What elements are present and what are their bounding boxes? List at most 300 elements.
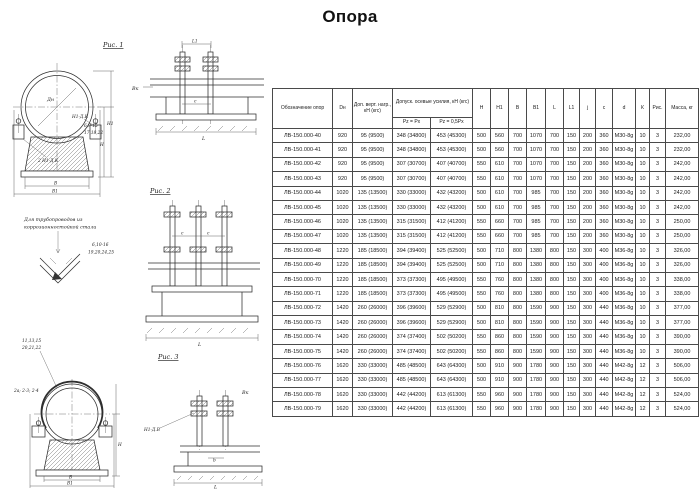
table-cell: 550 — [473, 272, 491, 286]
table-cell: М30-8g — [613, 157, 636, 171]
table-cell: 407 (40700) — [431, 157, 473, 171]
table-cell: 900 — [546, 316, 564, 330]
table-cell: 1380 — [527, 287, 546, 301]
table-cell: 348 (34800) — [393, 143, 431, 157]
table-cell: ЛВ-150.000-47 — [273, 229, 333, 243]
table-cell: 300 — [580, 344, 596, 358]
table-cell: 453 (45300) — [431, 143, 473, 157]
table-cell: 150 — [564, 344, 580, 358]
table-cell: 700 — [509, 157, 527, 171]
table-cell: 3 — [650, 244, 666, 258]
table-cell: 432 (43200) — [431, 186, 473, 200]
table-cell: 307 (30700) — [393, 157, 431, 171]
table-cell: 442 (44200) — [393, 388, 431, 402]
l1-dim-label: L1 — [192, 39, 198, 45]
b-dim-label: В — [54, 181, 58, 187]
table-row — [273, 330, 699, 344]
table-cell: 3 — [650, 272, 666, 286]
table-cell: 920 — [333, 172, 353, 186]
table-cell: 1020 — [333, 200, 353, 214]
table-cell: 3 — [650, 402, 666, 416]
table-row — [273, 186, 699, 200]
table-cell: 500 — [473, 301, 491, 315]
table-cell: 360 — [596, 215, 613, 229]
table-cell: 1420 — [333, 330, 353, 344]
h-dim-label-fig3: Н — [118, 443, 122, 448]
table-cell: 300 — [580, 402, 596, 416]
table-cell: 200 — [580, 200, 596, 214]
table-cell: 506,00 — [666, 373, 699, 387]
col-header-l1: L1 — [564, 89, 580, 129]
table-cell: ЛВ-150.000-49 — [273, 258, 333, 272]
table-cell: ЛВ-150.000-43 — [273, 172, 333, 186]
table-cell: 10 — [636, 229, 650, 243]
page-title: Опора — [322, 7, 378, 26]
table-cell: 360 — [596, 129, 613, 143]
col-header-pz-eq-px: Рz = Рх — [393, 118, 431, 129]
table-cell: 700 — [546, 215, 564, 229]
table-cell: 500 — [473, 143, 491, 157]
table-cell: 135 (13500) — [353, 229, 393, 243]
table-cell: ЛВ-150.000-45 — [273, 200, 333, 214]
table-cell: М30-8g — [613, 129, 636, 143]
table-row — [273, 157, 699, 171]
table-cell: 330 (33000) — [393, 186, 431, 200]
table-cell: ЛВ-150.000-75 — [273, 344, 333, 358]
view-mark-bk-2: Вк — [242, 391, 249, 396]
table-cell: 502 (50200) — [431, 344, 473, 358]
figure3-label: Рис. 3 — [158, 353, 179, 361]
table-cell: 800 — [509, 344, 527, 358]
table-cell: 560 — [491, 143, 509, 157]
table-cell: 500 — [473, 200, 491, 214]
table-cell: 3 — [650, 229, 666, 243]
table-cell: 300 — [580, 330, 596, 344]
table-cell: 3 — [650, 301, 666, 315]
table-cell: 643 (64300) — [431, 373, 473, 387]
table-cell: 10 — [636, 330, 650, 344]
figure1-front-view — [13, 41, 123, 197]
table-cell: 453 (45300) — [431, 129, 473, 143]
table-cell: 1780 — [527, 388, 546, 402]
figure3-side-detail — [143, 390, 262, 489]
table-row — [273, 344, 699, 358]
table-cell: 900 — [509, 359, 527, 373]
table-cell: 10 — [636, 200, 650, 214]
table-cell: 900 — [546, 301, 564, 315]
table-cell: 1620 — [333, 402, 353, 416]
table-cell: 700 — [546, 172, 564, 186]
table-row — [273, 229, 699, 243]
table-cell: 700 — [546, 129, 564, 143]
table-cell: 800 — [509, 301, 527, 315]
table-cell: 440 — [596, 359, 613, 373]
table-cell: 3 — [650, 330, 666, 344]
table-cell: 440 — [596, 388, 613, 402]
table-cell: 10 — [636, 258, 650, 272]
table-cell: 330 (33000) — [353, 359, 393, 373]
table-cell: 3 — [650, 172, 666, 186]
col-header-designation: Обозначение опор — [273, 89, 333, 129]
table-cell: ЛВ-150.000-42 — [273, 157, 333, 171]
table-cell: 3 — [650, 186, 666, 200]
table-cell: 1070 — [527, 172, 546, 186]
table-cell: 3 — [650, 215, 666, 229]
table-cell: 150 — [564, 143, 580, 157]
table-cell: 529 (52900) — [431, 301, 473, 315]
col-header-k: К — [636, 89, 650, 129]
table-cell: 185 (18500) — [353, 244, 393, 258]
table-cell: 396 (39600) — [393, 316, 431, 330]
table-cell: М30-8g — [613, 215, 636, 229]
table-cell: 800 — [546, 258, 564, 272]
table-cell: 800 — [546, 287, 564, 301]
table-cell: М30-8g — [613, 229, 636, 243]
table-cell: 250,00 — [666, 215, 699, 229]
table-row — [273, 215, 699, 229]
table-cell: 700 — [509, 229, 527, 243]
table-cell: 700 — [509, 143, 527, 157]
col-header-l: L — [546, 89, 564, 129]
table-cell: 242,00 — [666, 172, 699, 186]
thread-note-2: 2 Н1-Д.К — [38, 159, 59, 164]
table-cell: 660 — [491, 229, 509, 243]
table-cell: 900 — [509, 373, 527, 387]
table-cell: 560 — [491, 129, 509, 143]
table-cell: 900 — [546, 344, 564, 358]
col-header-vert-load: Доп. верт. нагр., кН (кгс) — [353, 89, 393, 129]
table-cell: 1220 — [333, 258, 353, 272]
col-header-h: Н — [473, 89, 491, 129]
table-row — [273, 402, 699, 416]
table-cell: 373 (37300) — [393, 272, 431, 286]
table-cell: 407 (40700) — [431, 172, 473, 186]
table-cell: М30-8g — [613, 172, 636, 186]
spec-table-body — [273, 129, 699, 417]
table-cell: 800 — [546, 272, 564, 286]
col-header-dn: Dн — [333, 89, 353, 129]
table-cell: 550 — [473, 330, 491, 344]
table-cell: М36-8g — [613, 301, 636, 315]
table-cell: 810 — [491, 301, 509, 315]
table-cell: 500 — [473, 186, 491, 200]
table-cell: 10 — [636, 316, 650, 330]
table-cell: 150 — [564, 316, 580, 330]
table-cell: 400 — [596, 272, 613, 286]
table-cell: 860 — [491, 330, 509, 344]
table-cell: 643 (64300) — [431, 359, 473, 373]
table-cell: 700 — [509, 186, 527, 200]
table-cell: 150 — [564, 258, 580, 272]
table-cell: М36-8g — [613, 316, 636, 330]
table-cell: 360 — [596, 229, 613, 243]
table-cell: 610 — [491, 172, 509, 186]
table-row — [273, 244, 699, 258]
table-cell: 1590 — [527, 301, 546, 315]
table-cell: 525 (52500) — [431, 258, 473, 272]
table-cell: 900 — [509, 388, 527, 402]
table-cell: ЛВ-150.000-41 — [273, 143, 333, 157]
table-cell: М36-8g — [613, 272, 636, 286]
table-cell: 326,00 — [666, 244, 699, 258]
table-cell: 95 (9500) — [353, 143, 393, 157]
material-note — [23, 216, 114, 283]
table-cell: 500 — [473, 316, 491, 330]
table-cell: 550 — [473, 215, 491, 229]
table-cell: 3 — [650, 373, 666, 387]
table-cell: 95 (9500) — [353, 129, 393, 143]
table-cell: М42-8g — [613, 359, 636, 373]
table-cell: 1590 — [527, 344, 546, 358]
table-cell: 710 — [491, 258, 509, 272]
table-cell: 700 — [509, 200, 527, 214]
table-cell: 500 — [473, 129, 491, 143]
table-cell: ЛВ-150.000-46 — [273, 215, 333, 229]
material-note-line1: Для трубопроводов из — [24, 218, 83, 223]
table-cell: 3 — [650, 200, 666, 214]
table-cell: 524,00 — [666, 402, 699, 416]
table-cell: 613 (61300) — [431, 402, 473, 416]
table-cell: 10 — [636, 186, 650, 200]
table-cell: 1420 — [333, 301, 353, 315]
table-cell: 700 — [546, 157, 564, 171]
table-cell: М36-8g — [613, 258, 636, 272]
table-cell: 307 (30700) — [393, 172, 431, 186]
b1-dim-label-fig3: В1 — [67, 481, 73, 487]
table-cell: 1590 — [527, 330, 546, 344]
table-cell: 330 (33000) — [353, 373, 393, 387]
col-header-b1: В1 — [527, 89, 546, 129]
table-cell: 360 — [596, 157, 613, 171]
table-cell: 700 — [509, 129, 527, 143]
table-cell: 960 — [491, 388, 509, 402]
col-header-j: j — [580, 89, 596, 129]
figure2-label: Рис. 2 — [150, 187, 171, 195]
table-cell: 300 — [580, 301, 596, 315]
table-cell: 315 (31500) — [393, 229, 431, 243]
table-cell: 800 — [546, 244, 564, 258]
table-cell: 330 (33000) — [393, 200, 431, 214]
table-cell: 150 — [564, 157, 580, 171]
table-cell: 440 — [596, 402, 613, 416]
table-cell: 300 — [580, 359, 596, 373]
table-cell: 700 — [546, 229, 564, 243]
table-cell: 10 — [636, 157, 650, 171]
table-cell: 360 — [596, 186, 613, 200]
table-cell: 440 — [596, 330, 613, 344]
material-note-line2: коррозионностойкой стали — [24, 225, 97, 231]
table-cell: 135 (13500) — [353, 215, 393, 229]
table-cell: 150 — [564, 200, 580, 214]
col-header-axial-forces: Допуск. осевые усилия, кН (кгс) — [393, 89, 473, 118]
table-cell: 550 — [473, 388, 491, 402]
table-cell: 242,00 — [666, 200, 699, 214]
table-cell: 800 — [509, 258, 527, 272]
table-cell: 495 (49500) — [431, 287, 473, 301]
table-cell: М30-8g — [613, 143, 636, 157]
table-cell: 12 — [636, 373, 650, 387]
table-cell: 150 — [564, 402, 580, 416]
table-row — [273, 373, 699, 387]
table-cell: 1620 — [333, 359, 353, 373]
table-cell: 613 (61300) — [431, 388, 473, 402]
table-cell: 1070 — [527, 157, 546, 171]
table-cell: 920 — [333, 157, 353, 171]
items-note-2: 20,21,22 — [22, 346, 42, 351]
table-cell: 3 — [650, 143, 666, 157]
table-cell: 500 — [473, 373, 491, 387]
table-row — [273, 172, 699, 186]
table-cell: 200 — [580, 172, 596, 186]
table-cell: 150 — [564, 272, 580, 286]
table-cell: 550 — [473, 172, 491, 186]
material-fig-refs-1: 6,10-16 — [92, 243, 109, 248]
table-cell: 432 (43200) — [431, 200, 473, 214]
table-cell: 500 — [473, 244, 491, 258]
table-cell: 95 (9500) — [353, 172, 393, 186]
table-cell: 412 (41200) — [431, 215, 473, 229]
table-cell: 485 (48500) — [393, 373, 431, 387]
table-cell: 10 — [636, 244, 650, 258]
table-cell: 900 — [546, 388, 564, 402]
table-cell: 440 — [596, 373, 613, 387]
dn-dim-label: Дн — [47, 98, 55, 103]
table-cell: ЛВ-150.000-74 — [273, 330, 333, 344]
table-cell: 150 — [564, 215, 580, 229]
table-row — [273, 272, 699, 286]
table-cell: 1620 — [333, 388, 353, 402]
table-cell: 400 — [596, 244, 613, 258]
table-cell: 710 — [491, 244, 509, 258]
table-row — [273, 200, 699, 214]
table-cell: 3 — [650, 388, 666, 402]
table-cell: М36-8g — [613, 344, 636, 358]
table-cell: М42-8g — [613, 388, 636, 402]
table-cell: 700 — [546, 200, 564, 214]
table-cell: 525 (52500) — [431, 244, 473, 258]
figure1-label: Рис. 1 — [103, 41, 124, 49]
table-cell: 373 (37300) — [393, 287, 431, 301]
table-cell: 550 — [473, 157, 491, 171]
table-cell: 374 (37400) — [393, 330, 431, 344]
table-cell: 12 — [636, 402, 650, 416]
col-header-pz-eq-05px: Рz = 0,5Рх — [431, 118, 473, 129]
col-header-c: с — [596, 89, 613, 129]
material-fig-refs-2: 19,20,24,25 — [88, 250, 114, 256]
table-cell: 12 — [636, 388, 650, 402]
table-cell: М42-8g — [613, 373, 636, 387]
table-cell: 800 — [509, 272, 527, 286]
table-cell: 300 — [580, 258, 596, 272]
table-cell: 10 — [636, 129, 650, 143]
table-cell: 394 (39400) — [393, 244, 431, 258]
table-cell: 610 — [491, 200, 509, 214]
table-cell: 1380 — [527, 244, 546, 258]
table-cell: ЛВ-150.000-76 — [273, 359, 333, 373]
table-cell: ЛВ-150.000-70 — [273, 272, 333, 286]
table-cell: 374 (37400) — [393, 344, 431, 358]
table-cell: ЛВ-150.000-48 — [273, 244, 333, 258]
table-cell: 200 — [580, 143, 596, 157]
table-cell: 330 (33000) — [353, 402, 393, 416]
table-cell: 135 (13500) — [353, 186, 393, 200]
table-cell: М30-8g — [613, 200, 636, 214]
table-cell: 200 — [580, 229, 596, 243]
table-cell: 300 — [580, 373, 596, 387]
table-cell: 200 — [580, 129, 596, 143]
table-cell: 10 — [636, 272, 650, 286]
table-cell: 550 — [473, 287, 491, 301]
fig-refs-note-1: 6,9-15 — [84, 124, 98, 129]
table-cell: 3 — [650, 157, 666, 171]
figure1-side-view — [131, 40, 264, 143]
table-cell: 529 (52900) — [431, 316, 473, 330]
table-cell: 10 — [636, 172, 650, 186]
table-cell: 150 — [564, 330, 580, 344]
table-cell: 1420 — [333, 344, 353, 358]
table-cell: 985 — [527, 215, 546, 229]
items-note-1: 11,13,15 — [22, 339, 42, 344]
table-cell: 12 — [636, 359, 650, 373]
table-cell: 985 — [527, 200, 546, 214]
table-cell: 1070 — [527, 129, 546, 143]
table-cell: 440 — [596, 344, 613, 358]
table-cell: 1780 — [527, 373, 546, 387]
table-cell: 800 — [509, 244, 527, 258]
technical-drawing — [0, 28, 272, 489]
table-cell: 3 — [650, 258, 666, 272]
table-cell: 1620 — [333, 373, 353, 387]
table-cell: 150 — [564, 186, 580, 200]
table-cell: 260 (26000) — [353, 344, 393, 358]
table-cell: 412 (41200) — [431, 229, 473, 243]
table-cell: 326,00 — [666, 258, 699, 272]
table-cell: 348 (34800) — [393, 129, 431, 143]
table-cell: 910 — [491, 359, 509, 373]
figure2-assembly-view — [146, 187, 260, 348]
table-cell: 1380 — [527, 258, 546, 272]
table-cell: 1590 — [527, 316, 546, 330]
table-cell: 760 — [491, 272, 509, 286]
fig-refs-note-2: 17,18,22 — [84, 131, 104, 136]
table-cell: 360 — [596, 143, 613, 157]
table-row — [273, 129, 699, 143]
table-cell: 390,00 — [666, 344, 699, 358]
table-cell: 150 — [564, 301, 580, 315]
table-cell: 3 — [650, 344, 666, 358]
table-cell: 400 — [596, 258, 613, 272]
table-cell: 3 — [650, 287, 666, 301]
table-cell: 1220 — [333, 272, 353, 286]
table-cell: 150 — [564, 172, 580, 186]
table-cell: 610 — [491, 186, 509, 200]
table-row — [273, 143, 699, 157]
table-cell: 900 — [546, 330, 564, 344]
table-row — [273, 359, 699, 373]
table-cell: М30-8g — [613, 186, 636, 200]
table-cell: 1020 — [333, 186, 353, 200]
table-cell: 920 — [333, 143, 353, 157]
table-cell: ЛВ-150.000-77 — [273, 373, 333, 387]
table-cell: 506,00 — [666, 359, 699, 373]
table-cell: ЛВ-150.000-72 — [273, 301, 333, 315]
table-cell: ЛВ-150.000-78 — [273, 388, 333, 402]
table-row — [273, 316, 699, 330]
table-cell: 485 (48500) — [393, 359, 431, 373]
thread-note: Н1-Д.К — [72, 115, 89, 120]
support-spec-table — [272, 88, 699, 417]
table-cell: 338,00 — [666, 287, 699, 301]
